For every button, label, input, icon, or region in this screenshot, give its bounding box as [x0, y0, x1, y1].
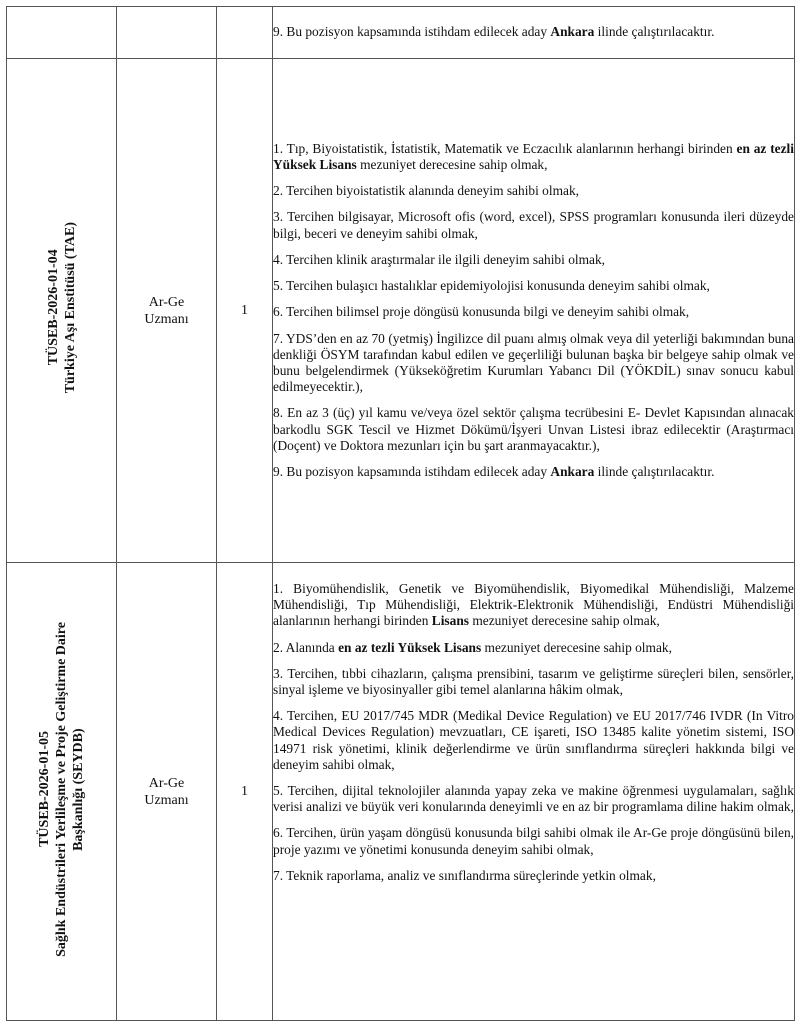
- unit-name-line-1: Sağlık Endüstrileri Yerlileşme ve Proje Geliştirme Daire: [54, 621, 69, 957]
- position-code-vertical: [36, 622, 87, 957]
- requirements-cell: [273, 59, 795, 563]
- requirement-text: 9. Bu pozisyon kapsamında istihdam edilecek aday: [273, 463, 551, 479]
- requirement-text: 3. Tercihen bilgisayar, Microsoft ofis (word, excel), SPSS programları konusunda ileri düzeyde bilgi, beceri ve deneyim sahibi olmak,: [273, 209, 794, 241]
- position-title-cell: [117, 7, 217, 59]
- position-code-cell: [7, 59, 117, 563]
- requirement-item: [273, 640, 794, 656]
- position-title: Ar-Ge Uzmanı: [144, 775, 189, 808]
- requirement-bold-text: en az tezli Yüksek Lisans: [273, 140, 794, 173]
- requirement-item: [273, 666, 794, 698]
- requirement-text: 2. Alanında: [273, 639, 339, 655]
- position-code-cell: [7, 563, 117, 1021]
- unit-name-line-2: Başkanlığı (SEYDB): [71, 727, 86, 851]
- requirement-text: 5. Tercihen, dijital teknolojiler alanında yapay zeka ve makine öğrenmesi uygulamaları, sağlık verisi analizi ve büyük veri konularında deneyimli ve en az bir programlama diline hakim olmak,: [273, 783, 794, 815]
- position-count: 1: [241, 303, 248, 318]
- table-row: [7, 59, 795, 563]
- requirement-text: mezuniyet derecesine sahip olmak,: [356, 157, 548, 173]
- requirement-item: [273, 331, 794, 396]
- requirement-item: [273, 708, 794, 773]
- requirement-text: mezuniyet derecesine sahip olmak,: [469, 613, 660, 629]
- position-title-cell: [117, 59, 217, 563]
- requirement-text: 9. Bu pozisyon kapsamında istihdam edilecek aday: [273, 24, 551, 40]
- requirement-bold-text: Lisans: [431, 613, 469, 629]
- requirement-bold-text: Ankara: [550, 24, 595, 40]
- requirements-table: [6, 6, 795, 1021]
- requirement-text: 1. Biyomühendislik, Genetik ve Biyomühendislik, Biyomedikal Mühendisliği, Malzeme Mühendisliği, Tıp Mühendisliği, Elektrik-Elektronik Mühendisliği, Endüstri Mühendisliği alanlarının herhangi birinden: [273, 581, 794, 629]
- position-count-cell: [217, 7, 273, 59]
- requirement-item: [273, 252, 794, 268]
- requirement-bold-text: Ankara: [550, 463, 595, 479]
- unit-name: Türkiye Aşı Enstitüsü (TAE): [62, 222, 78, 394]
- requirement-text: 5. Tercihen bulaşıcı hastalıklar epidemiyolojisi konusunda deneyim sahibi olmak,: [273, 278, 710, 294]
- requirement-item: [273, 783, 794, 815]
- requirement-text: ilinde çalıştırılacaktır.: [594, 24, 715, 40]
- requirement-text: 2. Tercihen biyoistatistik alanında deneyim sahibi olmak,: [273, 183, 579, 199]
- position-count-cell: [217, 59, 273, 563]
- requirement-text: ilinde çalıştırılacaktır.: [594, 463, 715, 479]
- requirement-item: [273, 183, 794, 199]
- position-title-cell: [117, 563, 217, 1021]
- requirement-text: mezuniyet derecesine sahip olmak,: [481, 639, 672, 655]
- position-code: TÜSEB-2026-01-05: [37, 731, 52, 847]
- position-code-cell: [7, 7, 117, 59]
- table-row: [7, 7, 795, 59]
- requirement-text: 7. Teknik raporlama, analiz ve sınıflandırma süreçlerinde yetkin olmak,: [273, 867, 656, 883]
- requirement-item: [273, 405, 794, 454]
- requirement-text: 1. Tıp, Biyoistatistik, İstatistik, Matematik ve Eczacılık alanlarının herhangi birinden: [273, 140, 737, 156]
- requirement-text: 3. Tercihen, tıbbi cihazların, çalışma prensibini, tasarım ve geliştirme süreçleri bilen, sensörler, sinyal işleme ve biyosinyaller gibi temel alanlarına hâkim olmak,: [273, 665, 794, 698]
- requirements-cell: [273, 563, 795, 1021]
- table-row: [7, 563, 795, 1021]
- requirement-text: 4. Tercihen klinik araştırmalar ile ilgili deneyim sahibi olmak,: [273, 251, 606, 267]
- requirement-text: 6. Tercihen bilimsel proje döngüsü konusunda bilgi ve deneyim sahibi olmak,: [273, 304, 690, 320]
- position-count-cell: [217, 563, 273, 1021]
- position-code-vertical: [45, 222, 79, 393]
- requirement-item: [273, 24, 794, 40]
- requirement-bold-text: en az tezli Yüksek Lisans: [338, 639, 482, 655]
- requirement-item: [273, 868, 794, 884]
- requirement-text: 4. Tercihen, EU 2017/745 MDR (Medikal Device Regulation) ve EU 2017/746 IVDR (In Vitro Medical Devices Regulation) mevzuatları, CE işareti, ISO 13485 kalite yönetim sistemi, ISO 14971 risk yönetimi, klinik değerlendirme ve ürün sınıflandırma süreçleri hakkında bilgi ve deneyim sahibi olmak,: [273, 708, 794, 772]
- position-count: 1: [241, 784, 248, 799]
- requirement-item: [273, 141, 794, 173]
- requirement-text: 6. Tercihen, ürün yaşam döngüsü konusunda bilgi sahibi olmak ile Ar-Ge proje döngüsünü bilen, proje yazımı ve yönetimi konusunda deneyim sahibi olmak,: [273, 825, 794, 857]
- requirement-item: [273, 825, 794, 857]
- requirement-item: [273, 304, 794, 320]
- requirement-text: 7. YDS’den en az 70 (yetmiş) İngilizce dil puanı almış olmak veya dil yeterliği bakımından buna denkliği ÖSYM tarafından kabul edilen ve geçerliliği bulunan başka bir belgeye sahip olmak ve bunu belgelendirmek (Yükseköğretim Kurumları Yabancı Dil (YÖKDİL) sınav sonucu kabul edilmeyecektir.),: [273, 330, 794, 395]
- requirement-item: [273, 278, 794, 294]
- requirement-text: 8. En az 3 (üç) yıl kamu ve/veya özel sektör çalışma tecrübesini E- Devlet Kapısından alınacak barkodlu SGK Tescil ve Hizmet Dökümü/İşyeri Unvan Listesi ibraz edilecektir (Araştırmacı (Doçent) ve Doktora mezunları için bu şart aranmayacaktır.),: [273, 405, 794, 453]
- position-title: Ar-Ge Uzmanı: [144, 294, 189, 327]
- requirement-item: [273, 209, 794, 241]
- position-code: TÜSEB-2026-01-04: [45, 250, 61, 366]
- requirement-item: [273, 581, 794, 630]
- requirement-item: [273, 464, 794, 480]
- requirements-cell: [273, 7, 795, 59]
